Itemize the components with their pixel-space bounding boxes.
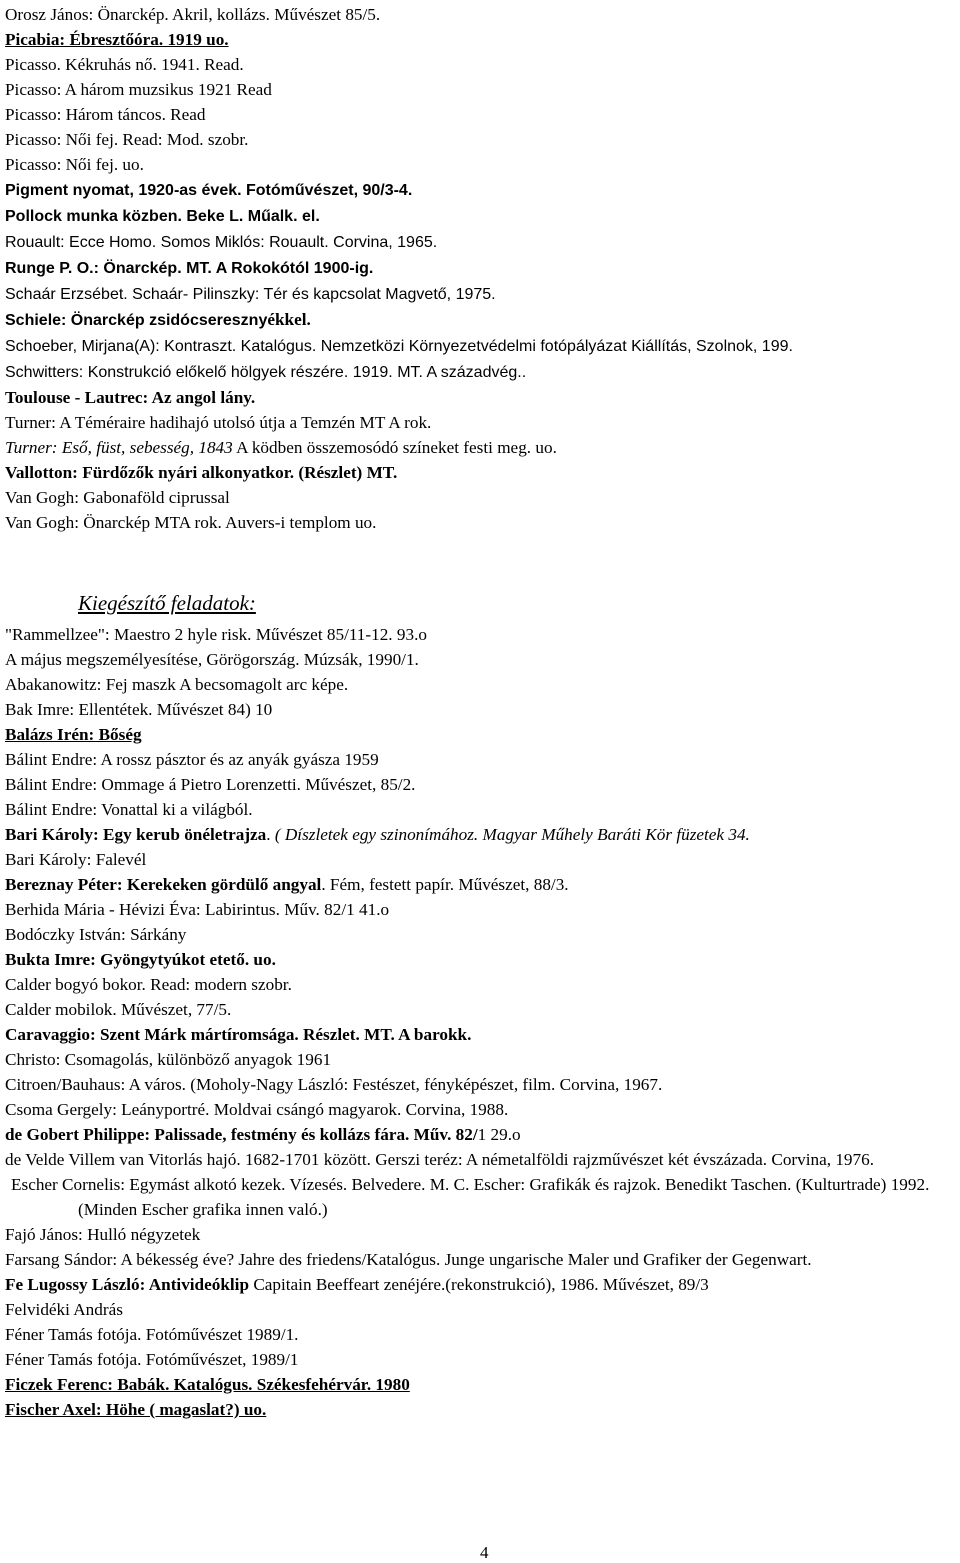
list-entry [0, 897, 960, 922]
list-entry [0, 410, 960, 435]
list-entry [0, 797, 960, 822]
entry-text: Fajó János: Hulló négyzetek [5, 1225, 201, 1244]
entry-text: Citroen/Bauhaus: A város. (Moholy-Nagy László: Festészet, fényképészet, film. Corvina, 1967. [5, 1075, 663, 1094]
list-entry [0, 997, 960, 1022]
entry-text: Bálint Endre: Vonattal ki a világból. [5, 800, 253, 819]
entry-text: Picasso: Női fej. uo. [5, 155, 144, 174]
list-entry [0, 647, 960, 672]
entry-text: Féner Tamás fotója. Fotóművészet, 1989/1 [5, 1350, 299, 1369]
entry-text: Orosz János: Önarckép. Akril, kollázs. Művészet 85/5. [5, 5, 381, 24]
list-entry [0, 177, 960, 203]
entry-text: Picasso. Kékruhás nő. 1941. Read. [5, 55, 244, 74]
entry-text: Ficzek Ferenc: Babák. Katalógus. Székesfehérvár. 1980 [5, 1375, 410, 1394]
entry-text: Bak Imre: Ellentétek. Művészet 84) 10 [5, 700, 273, 719]
list-entry [0, 1047, 960, 1072]
entry-text: Van Gogh: Gabonaföld ciprussal [5, 488, 230, 507]
entry-text: Bodóczky István: Sárkány [5, 925, 187, 944]
list-entry [0, 872, 960, 897]
entry-text: Capitain Beeffeart zenéjére.(rekonstrukció), 1986. Művészet, 89/3 [249, 1275, 709, 1294]
entry-text: Bálint Endre: Ommage á Pietro Lorenzetti. Művészet, 85/2. [5, 775, 416, 794]
entry-text: Calder mobilok. Művészet, 77/5. [5, 1000, 232, 1019]
list-entry [0, 1272, 960, 1297]
entry-text: Calder bogyó bokor. Read: modern szobr. [5, 975, 292, 994]
entry-text: Van Gogh: Önarckép MTA rok. Auvers-i templom uo. [5, 513, 377, 532]
entry-text: Vallotton: Fürdőzők nyári alkonyatkor. (Részlet) MT. [5, 463, 398, 482]
list-entry [0, 622, 960, 647]
list-entry [0, 255, 960, 281]
entry-text: Turner: Eső, füst, sebesség, 1843 [5, 438, 233, 457]
entry-text: Féner Tamás fotója. Fotóművészet 1989/1. [5, 1325, 299, 1344]
entry-text: Schiele: Önarckép zsidócsereszny [5, 312, 268, 329]
list-entry [0, 847, 960, 872]
list-entry [0, 385, 960, 410]
entry-text: Bukta Imre: Gyöngytyúkot etető. uo. [5, 950, 276, 969]
list-entry [0, 1347, 960, 1372]
list-entry [0, 102, 960, 127]
entry-text: Fe Lugossy László: Antivideóklip [5, 1275, 250, 1294]
section-heading: Kiegészítő feladatok: [78, 591, 256, 615]
list-entry [0, 307, 960, 333]
entry-text: Schwitters: Konstrukció előkelő hölgyek részére. 1919. MT. A századvég.. [5, 364, 527, 381]
entry-text: Schoeber, Mirjana(A): Kontraszt. Katalógus. Nemzetközi Környezetvédelmi fotópályázat Kiállítás, Szolnok, 199. [5, 338, 793, 355]
entry-text: Bálint Endre: A rossz pásztor és az anyák gyásza 1959 [5, 750, 379, 769]
entry-text: A május megszemélyesítése, Görögország. Múzsák, 1990/1. [5, 650, 419, 669]
list-entry [0, 460, 960, 485]
entry-text: 1 29.o [477, 1125, 521, 1144]
entry-text: Picabia: Ébresztőóra. 1919 uo. [5, 30, 229, 49]
entry-text: Fischer Axel: Höhe ( magaslat?) uo. [5, 1400, 267, 1419]
list-entry [0, 27, 960, 52]
list-entry [0, 672, 960, 697]
entry-text: Turner: A Téméraire hadihajó utolsó útja a Temzén MT A rok. [5, 413, 432, 432]
supplementary-reference-list [0, 622, 960, 1422]
entry-text: . Fém, festett papír. Művészet, 88/3. [321, 875, 569, 894]
list-entry [0, 772, 960, 797]
entry-text: Balázs Irén: Bőség [5, 725, 142, 744]
entry-text: Bereznay Péter: Kerekeken gördülő angyal [5, 875, 322, 894]
list-entry [0, 281, 960, 307]
list-entry [0, 152, 960, 177]
list-entry [0, 1022, 960, 1047]
entry-text: "Rammellzee": Maestro 2 hyle risk. Művészet 85/11-12. 93.o [5, 625, 427, 644]
list-entry [0, 747, 960, 772]
entry-text: Runge P. O.: Önarckép. MT. A Rokokótól 1900-ig. [5, 260, 374, 277]
list-entry [0, 127, 960, 152]
entry-text: Abakanowitz: Fej maszk A becsomagolt arc képe. [5, 675, 349, 694]
list-entry [0, 1297, 960, 1322]
entry-text: Schaár Erzsébet. Schaár- Pilinszky: Tér és kapcsolat Magvető, 1975. [5, 286, 496, 303]
list-entry [0, 359, 960, 385]
list-entry [0, 1097, 960, 1122]
entry-text: de Velde Villem van Vitorlás hajó. 1682-1701 között. Gerszi teréz: A németalföldi rajzművészet két évszázada. Corvina, 1976. [5, 1150, 874, 1169]
entry-text: Picasso: A három muzsikus 1921 Read [5, 80, 272, 99]
entry-text: Farsang Sándor: A békesség éve? Jahre des friedens/Katalógus. Junge ungarische Maler und Grafiker der Gegenwart. [5, 1250, 812, 1269]
list-entry [0, 697, 960, 722]
entry-text: A ködben összemosódó színeket festi meg. uo. [232, 438, 557, 457]
entry-text: Rouault: Ecce Homo. Somos Miklós: Rouault. Corvina, 1965. [5, 234, 438, 251]
entry-text: Caravaggio: Szent Márk mártíromsága. Részlet. MT. A barokk. [5, 1025, 472, 1044]
list-entry [0, 333, 960, 359]
list-entry [0, 435, 960, 460]
artwork-reference-list [0, 2, 960, 535]
list-entry [0, 2, 960, 27]
list-entry [0, 722, 960, 747]
entry-text: Pollock munka közben. Beke L. Műalk. el. [5, 208, 320, 225]
list-entry [0, 229, 960, 255]
entry-text: Picasso: Női fej. Read: Mod. szobr. [5, 130, 249, 149]
entry-text: Berhida Mária - Hévizi Éva: Labirintus. Műv. 82/1 41.o [5, 900, 390, 919]
entry-text: Picasso: Három táncos. Read [5, 105, 206, 124]
list-entry [0, 972, 960, 997]
list-entry [0, 1072, 960, 1097]
list-entry [0, 822, 960, 847]
entry-text: Felvidéki András [5, 1300, 123, 1319]
entry-text: Csoma Gergely: Leányportré. Moldvai csángó magyarok. Corvina, 1988. [5, 1100, 509, 1119]
entry-text: Toulouse - Lautrec: Az angol lány. [5, 388, 256, 407]
entry-text: ( Díszletek egy szinonímához. Magyar Műhely Baráti Kör füzetek 34. [274, 825, 750, 844]
page-number: 4 [480, 1543, 489, 1562]
list-entry [0, 1322, 960, 1347]
entry-text: Escher Cornelis: Egymást alkotó kezek. Vízesés. Belvedere. M. C. Escher: Grafikák és rajzok. Benedikt Taschen. (Kulturtrade) 1992. (Minden Escher grafika innen való.) [11, 1175, 930, 1219]
list-entry [0, 77, 960, 102]
entry-text: . [266, 825, 275, 844]
list-entry [0, 1372, 960, 1397]
list-entry [0, 1147, 960, 1172]
entry-text: ékkel. [267, 310, 311, 329]
list-entry [0, 52, 960, 77]
entry-text: Bari Károly: Egy kerub önéletrajza [5, 825, 267, 844]
entry-text: Christo: Csomagolás, különböző anyagok 1961 [5, 1050, 332, 1069]
list-entry [0, 1222, 960, 1247]
list-entry [0, 1122, 960, 1147]
entry-text: Pigment nyomat, 1920-as évek. Fotóművészet, 90/3-4. [5, 182, 413, 199]
list-entry [0, 485, 960, 510]
list-entry [0, 203, 960, 229]
list-entry [0, 1172, 960, 1222]
list-entry [0, 1397, 960, 1422]
entry-text: Bari Károly: Falevél [5, 850, 147, 869]
list-entry [0, 1247, 960, 1272]
list-entry [0, 922, 960, 947]
list-entry [0, 947, 960, 972]
entry-text: de Gobert Philippe: Palissade, festmény és kollázs fára. Műv. 82/ [5, 1125, 478, 1144]
list-entry [0, 510, 960, 535]
